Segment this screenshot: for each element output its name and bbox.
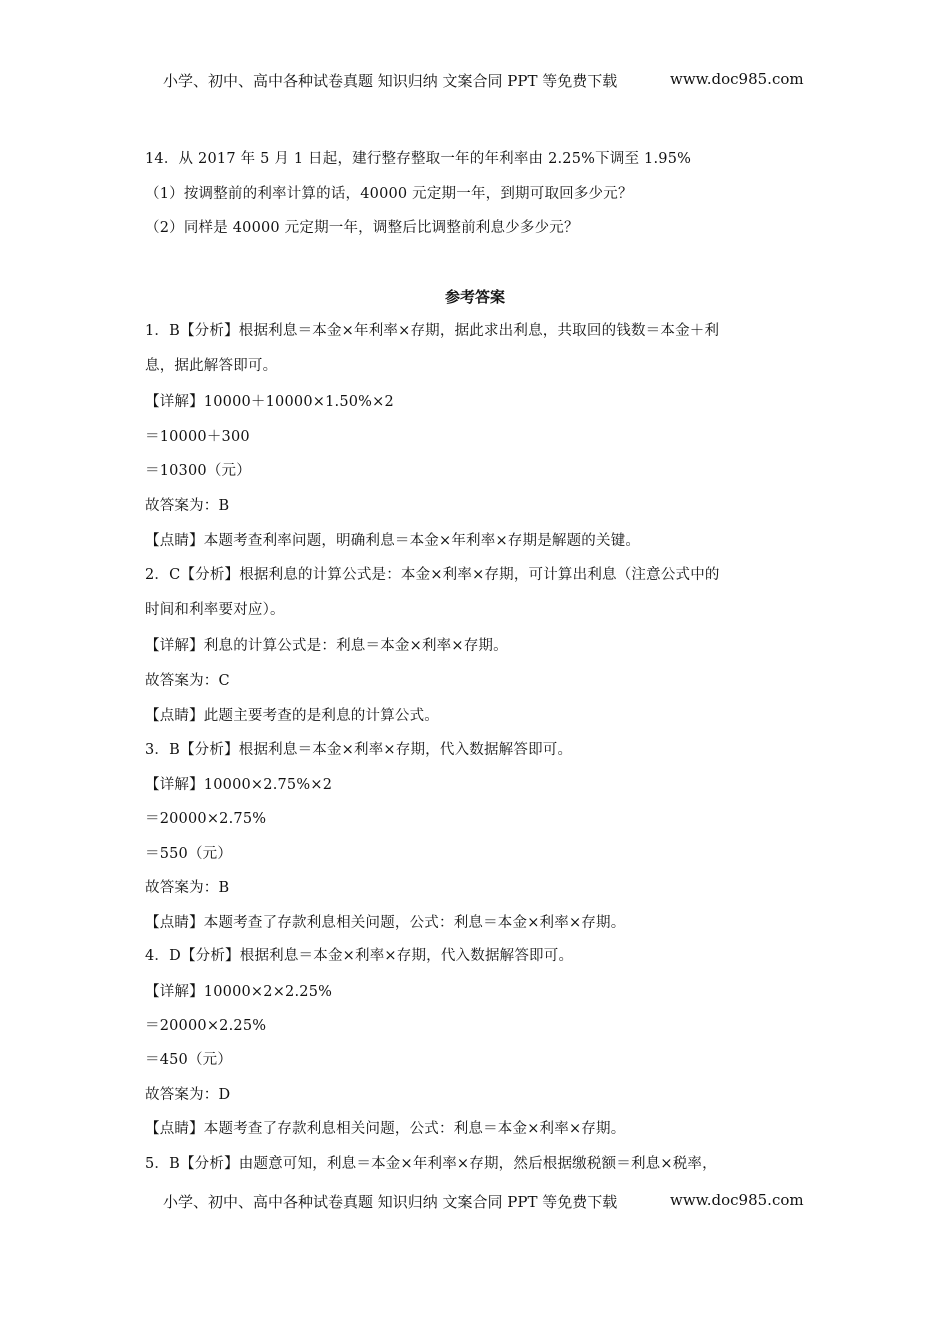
answer-line: 【点睛】本题考查利率问题，明确利息＝本金×年利率×存期是解题的关键。 (145, 533, 641, 549)
answer-line: ＝550（元） (145, 846, 233, 862)
answers-title: 参考答案 (444, 288, 505, 306)
answer-line: 【点睛】本题考查了存款利息相关问题，公式：利息＝本金×利率×存期。 (145, 915, 626, 931)
header-text: 小学、初中、高中各种试卷真题 知识归纳 文案合同 PPT 等免费下载 (163, 72, 618, 90)
footer-url[interactable]: www.doc985.com (670, 1191, 804, 1209)
question-14-sub1: （1）按调整前的利率计算的话，40000 元定期一年，到期可取回多少元？ (145, 186, 633, 202)
answer-line: 【详解】利息的计算公式是：利息＝本金×利率×存期。 (145, 638, 508, 654)
answer-line: 【详解】10000＋10000×1.50%×2 (145, 394, 394, 410)
question-14-stem: 14．从 2017 年 5 月 1 日起，建行整存整取一年的年利率由 2.25%下调至 1.95% (145, 151, 692, 167)
answer-line: 【点睛】此题主要考查的是利息的计算公式。 (145, 708, 439, 724)
answer-line: 【详解】10000×2×2.25% (145, 984, 333, 1000)
answer-line: 息，据此解答即可。 (145, 358, 278, 374)
answer-line: ＝450（元） (145, 1052, 233, 1068)
question-14-sub2: （2）同样是 40000 元定期一年，调整后比调整前利息少多少元？ (145, 220, 579, 236)
answer-line: 故答案为：C (145, 673, 230, 689)
answer-line: 4．D【分析】根据利息＝本金×利率×存期，代入数据解答即可。 (145, 948, 574, 964)
answer-line: ＝10300（元） (145, 463, 251, 479)
answer-line: ＝20000×2.75% (145, 811, 267, 827)
answer-line: 5．B【分析】由题意可知，利息＝本金×年利率×存期，然后根据缴税额＝利息×税率， (145, 1156, 717, 1172)
answer-line: 2．C【分析】根据利息的计算公式是：本金×利率×存期，可计算出利息（注意公式中的 (145, 567, 720, 583)
footer-text: 小学、初中、高中各种试卷真题 知识归纳 文案合同 PPT 等免费下载 (163, 1193, 618, 1211)
answer-line: 故答案为：B (145, 880, 230, 896)
answer-line: 故答案为：D (145, 1087, 231, 1103)
answer-line: 3．B【分析】根据利息＝本金×利率×存期，代入数据解答即可。 (145, 742, 573, 758)
answer-line: ＝20000×2.25% (145, 1018, 267, 1034)
page-header (163, 70, 803, 91)
answer-line: 【详解】10000×2.75%×2 (145, 777, 333, 793)
answer-line: 故答案为：B (145, 498, 230, 514)
answer-line: 1．B【分析】根据利息＝本金×年利率×存期，据此求出利息，共取回的钱数＝本金＋利 (145, 323, 720, 339)
answer-line: 【点睛】本题考查了存款利息相关问题，公式：利息＝本金×利率×存期。 (145, 1121, 626, 1137)
answer-line: 时间和利率要对应）。 (145, 602, 285, 618)
page-footer (163, 1191, 803, 1212)
header-url[interactable]: www.doc985.com (670, 70, 804, 88)
answer-line: ＝10000＋300 (145, 429, 250, 445)
